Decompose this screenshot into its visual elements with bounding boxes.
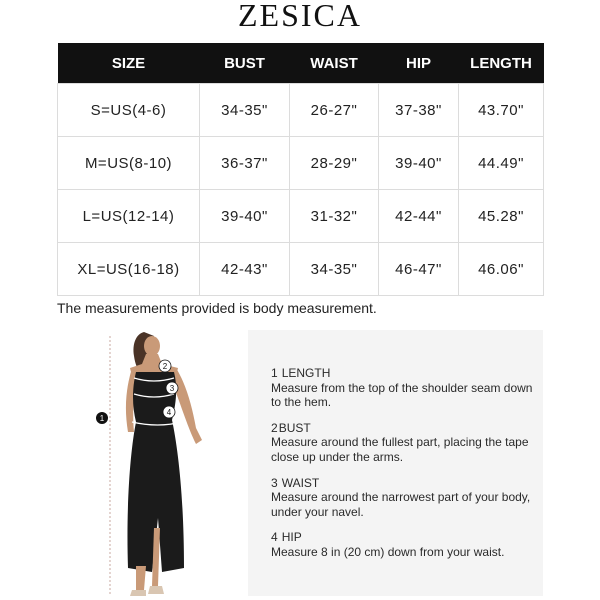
guide-text: Measure around the narrowest part of your body, under your navel. [271, 490, 531, 519]
guide-title: HIP [281, 530, 302, 545]
cell-waist: 31-32" [290, 190, 379, 243]
size-chart-table [57, 43, 544, 296]
guide-item-hip [271, 530, 536, 559]
cell-size: M=US(8-10) [58, 137, 200, 190]
measurement-note: The measurements provided is body measurement. [57, 300, 377, 316]
table-row [58, 243, 544, 296]
guide-item-waist [271, 476, 536, 520]
column-header-length: LENGTH [459, 43, 544, 84]
guide-text: Measure 8 in (20 cm) down from your waist. [271, 544, 505, 559]
cell-waist: 28-29" [290, 137, 379, 190]
marker-1-label: 1 [99, 414, 105, 423]
guide-heading [271, 366, 536, 381]
cell-length: 46.06" [459, 243, 544, 296]
cell-bust: 34-35" [200, 84, 290, 137]
guide-text: Measure from the top of the shoulder seam down to the hem. [271, 380, 533, 410]
guide-heading [271, 476, 536, 491]
table-row [58, 190, 544, 243]
model-right-foot [148, 586, 164, 594]
guide-title: BUST [278, 420, 311, 435]
table-row [58, 137, 544, 190]
cell-bust: 39-40" [200, 190, 290, 243]
guide-item-bust [271, 421, 536, 465]
marker-4-label: 4 [166, 408, 172, 417]
model-head [144, 336, 160, 356]
marker-3-label: 3 [169, 384, 175, 393]
model-left-leg [136, 566, 146, 590]
cell-waist: 26-27" [290, 84, 379, 137]
measure-guide [271, 366, 536, 571]
cell-size: XL=US(16-18) [58, 243, 200, 296]
cell-waist: 34-35" [290, 243, 379, 296]
column-header-bust: BUST [200, 43, 290, 84]
model-right-arm [169, 368, 202, 444]
guide-number: 3 [271, 475, 278, 490]
guide-heading [271, 530, 536, 545]
cell-hip: 37-38" [379, 84, 459, 137]
cell-hip: 46-47" [379, 243, 459, 296]
dress-model-illustration [88, 328, 228, 600]
marker-2-label: 2 [162, 362, 168, 371]
guide-text: Measure around the fullest part, placing the tape close up under the arms. [271, 435, 529, 464]
guide-number: 4 [271, 530, 278, 545]
cell-hip: 39-40" [379, 137, 459, 190]
guide-item-length [271, 366, 536, 410]
guide-number: 1 [271, 366, 278, 380]
column-header-size: SIZE [58, 43, 200, 84]
cell-length: 43.70" [459, 84, 544, 137]
guide-heading [271, 421, 536, 436]
cell-bust: 36-37" [200, 137, 290, 190]
cell-hip: 42-44" [379, 190, 459, 243]
cell-length: 44.49" [459, 137, 544, 190]
guide-title: LENGTH [281, 366, 331, 380]
brand-logo: ZESICA [238, 0, 362, 33]
column-header-hip: HIP [379, 43, 459, 84]
guide-title: WAIST [281, 475, 320, 490]
cell-size: S=US(4-6) [58, 84, 200, 137]
cell-length: 45.28" [459, 190, 544, 243]
cell-bust: 42-43" [200, 243, 290, 296]
model-left-foot [130, 590, 146, 596]
guide-number: 2 [271, 420, 278, 435]
table-row [58, 84, 544, 137]
table-header-row [58, 43, 544, 84]
column-header-waist: WAIST [290, 43, 379, 84]
cell-size: L=US(12-14) [58, 190, 200, 243]
